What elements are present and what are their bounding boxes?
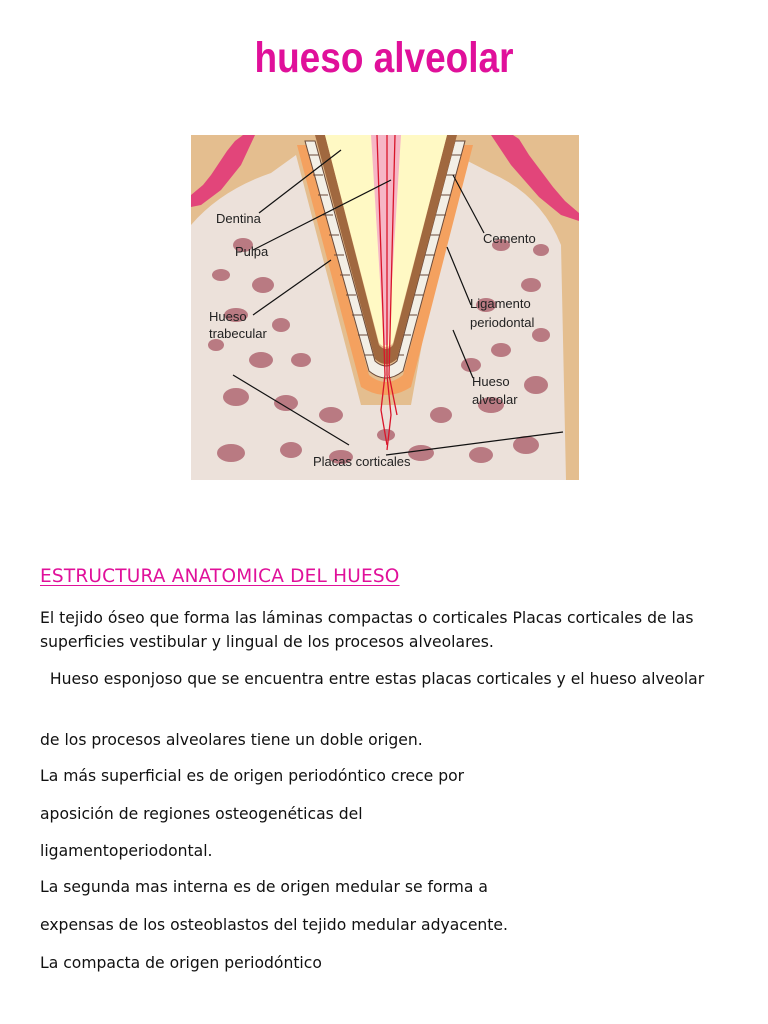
label-hueso-trabecular-2: trabecular (209, 326, 267, 341)
diagram-svg (191, 135, 579, 480)
paragraph-1: El tejido óseo que forma las láminas compactas o corticales Placas corticales de las superficies vestibular y lingual de los procesos alveolares. (40, 609, 694, 651)
label-placas-corticales: Placas corticales (313, 454, 411, 469)
label-ligamento-1: Ligamento (470, 296, 531, 311)
label-hueso-alveolar-1: Hueso (472, 374, 510, 389)
soft-tissue-right (566, 245, 579, 480)
paragraph-2: Hueso esponjoso que se encuentra entre estas placas corticales y el hueso alveolar (40, 670, 705, 688)
paragraph-8: expensas de los osteoblastos del tejido medular adyacente. (40, 916, 508, 934)
label-cemento: Cemento (483, 231, 536, 246)
paragraph-6: ligamentoperiodontal. (40, 842, 213, 860)
label-pulpa: Pulpa (235, 244, 269, 259)
label-dentina: Dentina (216, 211, 261, 226)
label-hueso-trabecular-1: Hueso (209, 309, 247, 324)
paragraph-9: La compacta de origen periodóntico (40, 954, 322, 972)
label-ligamento-2: periodontal (470, 315, 535, 330)
page-title: hueso alveolar (254, 34, 514, 82)
label-hueso-alveolar-2: alveolar (472, 392, 518, 407)
paragraph-5: aposición de regiones osteogenéticas del (40, 805, 363, 823)
paragraph-4: La más superficial es de origen periodóntico crece por (40, 767, 465, 785)
section-heading: ESTRUCTURA ANATOMICA DEL HUESO (40, 566, 400, 587)
paragraph-7: La segunda mas interna es de origen medular se forma a (40, 878, 488, 896)
tooth-diagram (191, 135, 579, 480)
paragraph-3: de los procesos alveolares tiene un doble origen. (40, 731, 423, 749)
